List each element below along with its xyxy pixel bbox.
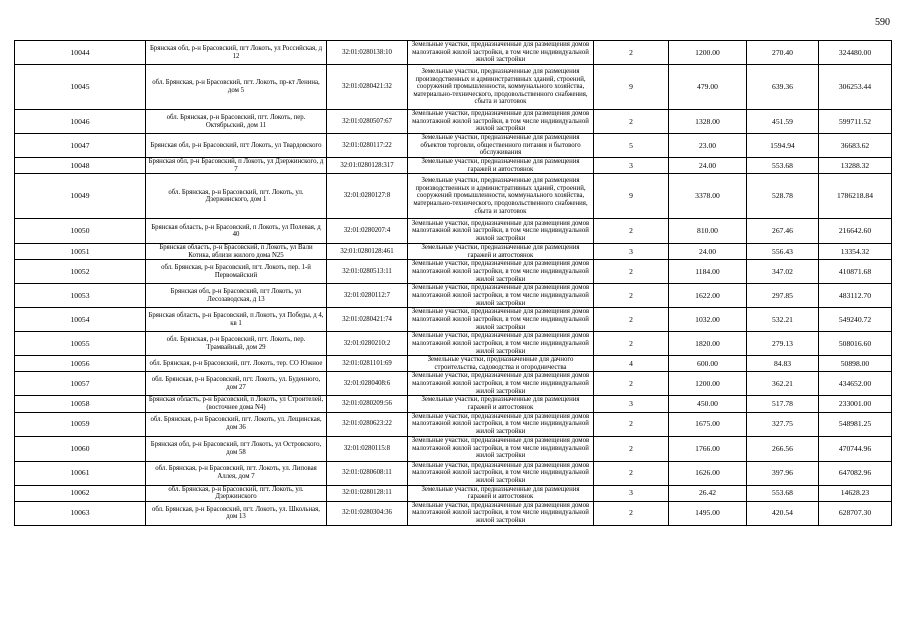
address-cell: обл. Брянская, р-н Брасовский, пгт. Локоть, пер. Октябрьский, дом 11 (146, 110, 327, 134)
record-id: 10044 (15, 41, 146, 65)
cadastral-value: 548981.25 (819, 412, 892, 436)
cadastral-value: 50898.00 (819, 356, 892, 372)
specific-value: 553.68 (747, 485, 819, 501)
specific-value: 553.68 (747, 158, 819, 174)
address-cell: Брянская область, р-н Брасовский, п Локоть, ул Вали Котика, вблизи жилого дома N25 (146, 244, 327, 260)
cadastral-number: 32:01:0280507:67 (327, 110, 408, 134)
area-value: 24.00 (669, 158, 747, 174)
cadastral-number: 32:01:0280117:22 (327, 134, 408, 158)
record-id: 10061 (15, 461, 146, 485)
specific-value: 279.13 (747, 332, 819, 356)
use-group: 2 (594, 372, 669, 396)
use-group: 3 (594, 485, 669, 501)
land-use-type: Земельные участки, предназначенные для размещения производственных и административных зданий, строений, сооружений промышленности, коммунального хозяйства, материально-технического, продовольственного снабжения, сбыта и заготовок (408, 174, 594, 219)
record-id: 10047 (15, 134, 146, 158)
specific-value: 451.59 (747, 110, 819, 134)
land-use-type: Земельные участки, предназначенные для размещения домов малоэтажной жилой застройки, в том числе индивидуальной жилой застройки (408, 260, 594, 284)
address-cell: обл. Брянская, р-н Брасовский, пгт. Локоть, ул. Школьная, дом 13 (146, 501, 327, 525)
land-use-type: Земельные участки, предназначенные для дачного строительства, садоводства и огородничества (408, 356, 594, 372)
cadastral-number: 32:01:0280210:2 (327, 332, 408, 356)
area-value: 1820.00 (669, 332, 747, 356)
area-value: 3378.00 (669, 174, 747, 219)
area-value: 1626.00 (669, 461, 747, 485)
address-cell: Брянская область, р-н Брасовский, п Локоть, ул Полевая, д 40 (146, 219, 327, 244)
land-use-type: Земельные участки, предназначенные для размещения гаражей и автостоянок (408, 244, 594, 260)
cadastral-value: 14628.23 (819, 485, 892, 501)
cadastral-value: 1786218.84 (819, 174, 892, 219)
specific-value: 420.54 (747, 501, 819, 525)
use-group: 2 (594, 436, 669, 461)
address-cell: обл. Брянская, р-н Брасовский, пгт. Локоть, ул. Буденного, дом 27 (146, 372, 327, 396)
cadastral-value: 216642.60 (819, 219, 892, 244)
use-group: 2 (594, 501, 669, 525)
area-value: 1032.00 (669, 308, 747, 332)
area-value: 1200.00 (669, 41, 747, 65)
table-row (15, 436, 892, 461)
cadastral-number: 32:01:0280304:36 (327, 501, 408, 525)
address-cell: обл. Брянская, р-н Брасовский, пгт. Локоть, пер. 1-й Первомайский (146, 260, 327, 284)
use-group: 9 (594, 174, 669, 219)
use-group: 2 (594, 332, 669, 356)
table-row (15, 485, 892, 501)
record-id: 10057 (15, 372, 146, 396)
cadastral-value: 549240.72 (819, 308, 892, 332)
table-row (15, 158, 892, 174)
cadastral-number: 32:01:0280623:22 (327, 412, 408, 436)
land-registry-table (14, 40, 892, 526)
land-use-type: Земельные участки, предназначенные для размещения гаражей и автостоянок (408, 396, 594, 412)
area-value: 1200.00 (669, 372, 747, 396)
record-id: 10048 (15, 158, 146, 174)
address-cell: Брянская обл, р-н Брасовский, п Локоть, ул Дзержинского, д 7 (146, 158, 327, 174)
record-id: 10063 (15, 501, 146, 525)
table-row (15, 396, 892, 412)
use-group: 2 (594, 219, 669, 244)
use-group: 9 (594, 65, 669, 110)
record-id: 10050 (15, 219, 146, 244)
cadastral-value: 13354.32 (819, 244, 892, 260)
specific-value: 347.02 (747, 260, 819, 284)
land-use-type: Земельные участки, предназначенные для размещения гаражей и автостоянок (408, 158, 594, 174)
address-cell: Брянская область, р-н Брасовский, п Локоть, ул Победы, д 4, кв 1 (146, 308, 327, 332)
cadastral-value: 434652.00 (819, 372, 892, 396)
cadastral-value: 36683.62 (819, 134, 892, 158)
record-id: 10056 (15, 356, 146, 372)
specific-value: 84.83 (747, 356, 819, 372)
land-use-type: Земельные участки, предназначенные для размещения домов малоэтажной жилой застройки, в том числе индивидуальной жилой застройки (408, 284, 594, 308)
cadastral-value: 599711.52 (819, 110, 892, 134)
address-cell: обл. Брянская, р-н Брасовский, пгт. Локоть, ул. Дзержинского, дом 1 (146, 174, 327, 219)
table-row (15, 372, 892, 396)
table-row (15, 356, 892, 372)
address-cell: Брянская обл, р-н Брасовский, пгт Локоть, ул Лесозаводская, д 13 (146, 284, 327, 308)
cadastral-number: 32:01:0280138:10 (327, 41, 408, 65)
specific-value: 270.40 (747, 41, 819, 65)
land-use-type: Земельные участки, предназначенные для размещения домов малоэтажной жилой застройки, в том числе индивидуальной жилой застройки (408, 308, 594, 332)
specific-value: 327.75 (747, 412, 819, 436)
land-use-type: Земельные участки, предназначенные для размещения домов малоэтажной жилой застройки, в том числе индивидуальной жилой застройки (408, 332, 594, 356)
cadastral-number: 32:01:0280421:32 (327, 65, 408, 110)
area-value: 1766.00 (669, 436, 747, 461)
address-cell: обл. Брянская, р-н Брасовский, пгт. Локоть, ул. Дзержинского (146, 485, 327, 501)
table-row (15, 174, 892, 219)
address-cell: обл. Брянская, р-н Брасовский, пгт. Локоть, тер. СО Южное (146, 356, 327, 372)
land-use-type: Земельные участки, предназначенные для размещения домов малоэтажной жилой застройки, в том числе индивидуальной жилой застройки (408, 372, 594, 396)
table-row (15, 501, 892, 525)
record-id: 10054 (15, 308, 146, 332)
land-use-type: Земельные участки, предназначенные для размещения домов малоэтажной жилой застройки, в том числе индивидуальной жилой застройки (408, 501, 594, 525)
table-row (15, 134, 892, 158)
address-cell: Брянская обл, р-н Брасовский, пгт Локоть, ул Российская, д 12 (146, 41, 327, 65)
cadastral-value: 483112.70 (819, 284, 892, 308)
area-value: 1495.00 (669, 501, 747, 525)
cadastral-number: 32:01:0280421:74 (327, 308, 408, 332)
table-row (15, 412, 892, 436)
address-cell: обл. Брянская, р-н Брасовский, пгт. Локоть, ул. Лещинская, дом 36 (146, 412, 327, 436)
cadastral-value: 470744.96 (819, 436, 892, 461)
table-row (15, 41, 892, 65)
table-row (15, 284, 892, 308)
area-value: 810.00 (669, 219, 747, 244)
area-value: 1675.00 (669, 412, 747, 436)
cadastral-value: 628707.30 (819, 501, 892, 525)
specific-value: 267.46 (747, 219, 819, 244)
record-id: 10055 (15, 332, 146, 356)
cadastral-number: 32:01:0280128:317 (327, 158, 408, 174)
land-use-type: Земельные участки, предназначенные для размещения гаражей и автостоянок (408, 485, 594, 501)
cadastral-value: 324480.00 (819, 41, 892, 65)
use-group: 5 (594, 134, 669, 158)
cadastral-number: 32:01:0280128:461 (327, 244, 408, 260)
cadastral-number: 32:01:0281101:69 (327, 356, 408, 372)
address-cell: Брянская обл, р-н Брасовский, пгт Локоть, ул Островского, дом 58 (146, 436, 327, 461)
record-id: 10053 (15, 284, 146, 308)
specific-value: 556.43 (747, 244, 819, 260)
page-number: 590 (875, 17, 890, 28)
cadastral-number: 32:01:0280128:11 (327, 485, 408, 501)
table-row (15, 308, 892, 332)
specific-value: 297.85 (747, 284, 819, 308)
cadastral-number: 32:01:0280408:6 (327, 372, 408, 396)
cadastral-number: 32:01:0280513:11 (327, 260, 408, 284)
record-id: 10060 (15, 436, 146, 461)
area-value: 26.42 (669, 485, 747, 501)
use-group: 2 (594, 284, 669, 308)
table-row (15, 461, 892, 485)
land-use-type: Земельные участки, предназначенные для размещения домов малоэтажной жилой застройки, в том числе индивидуальной жилой застройки (408, 461, 594, 485)
address-cell: Брянская обл, р-н Брасовский, пгт Локоть, ул Твардовского (146, 134, 327, 158)
use-group: 2 (594, 308, 669, 332)
record-id: 10058 (15, 396, 146, 412)
table-row (15, 65, 892, 110)
cadastral-number: 32:01:0280127:8 (327, 174, 408, 219)
use-group: 2 (594, 412, 669, 436)
area-value: 479.00 (669, 65, 747, 110)
land-use-type: Земельные участки, предназначенные для размещения домов малоэтажной жилой застройки, в том числе индивидуальной жилой застройки (408, 110, 594, 134)
land-use-type: Земельные участки, предназначенные для размещения объектов торговли, общественного питания и бытового обслуживания (408, 134, 594, 158)
specific-value: 397.96 (747, 461, 819, 485)
area-value: 1328.00 (669, 110, 747, 134)
table-row (15, 332, 892, 356)
address-cell: обл. Брянская, р-н Брасовский, пгт. Локоть, ул. Липовая Аллея, дом 7 (146, 461, 327, 485)
cadastral-number: 32:01:0280608:11 (327, 461, 408, 485)
table-row (15, 260, 892, 284)
use-group: 3 (594, 396, 669, 412)
record-id: 10046 (15, 110, 146, 134)
land-use-type: Земельные участки, предназначенные для размещения домов малоэтажной жилой застройки, в том числе индивидуальной жилой застройки (408, 41, 594, 65)
use-group: 2 (594, 260, 669, 284)
specific-value: 362.21 (747, 372, 819, 396)
area-value: 23.00 (669, 134, 747, 158)
cadastral-value: 647082.96 (819, 461, 892, 485)
specific-value: 528.78 (747, 174, 819, 219)
record-id: 10052 (15, 260, 146, 284)
land-use-type: Земельные участки, предназначенные для размещения производственных и административных зданий, строений, сооружений промышленности, коммунального хозяйства, материально-технического, продовольственного снабжения, сбыта и заготовок (408, 65, 594, 110)
address-cell: обл. Брянская, р-н Брасовский, пгт. Локоть, пер. Трамвайный, дом 29 (146, 332, 327, 356)
cadastral-value: 13288.32 (819, 158, 892, 174)
record-id: 10059 (15, 412, 146, 436)
area-value: 1184.00 (669, 260, 747, 284)
record-id: 10062 (15, 485, 146, 501)
cadastral-value: 508016.60 (819, 332, 892, 356)
record-id: 10049 (15, 174, 146, 219)
land-use-type: Земельные участки, предназначенные для размещения домов малоэтажной жилой застройки, в том числе индивидуальной жилой застройки (408, 412, 594, 436)
address-cell: обл. Брянская, р-н Брасовский, пгт. Локоть, пр-кт Ленина, дом 5 (146, 65, 327, 110)
cadastral-number: 32:01:0280112:7 (327, 284, 408, 308)
table-row (15, 244, 892, 260)
area-value: 24.00 (669, 244, 747, 260)
record-id: 10045 (15, 65, 146, 110)
address-cell: Брянская область, р-н Брасовский, п Локоть, ул Строителей, (восточнее дома N4) (146, 396, 327, 412)
record-id: 10051 (15, 244, 146, 260)
table-row (15, 219, 892, 244)
area-value: 450.00 (669, 396, 747, 412)
cadastral-value: 306253.44 (819, 65, 892, 110)
cadastral-number: 32:01:0280209:56 (327, 396, 408, 412)
cadastral-number: 32:01:0280207:4 (327, 219, 408, 244)
cadastral-number: 32:01:0280115:8 (327, 436, 408, 461)
land-use-type: Земельные участки, предназначенные для размещения домов малоэтажной жилой застройки, в том числе индивидуальной жилой застройки (408, 436, 594, 461)
use-group: 3 (594, 244, 669, 260)
land-use-type: Земельные участки, предназначенные для размещения домов малоэтажной жилой застройки, в том числе индивидуальной жилой застройки (408, 219, 594, 244)
specific-value: 1594.94 (747, 134, 819, 158)
specific-value: 532.21 (747, 308, 819, 332)
specific-value: 517.78 (747, 396, 819, 412)
specific-value: 266.56 (747, 436, 819, 461)
use-group: 3 (594, 158, 669, 174)
cadastral-value: 233001.00 (819, 396, 892, 412)
use-group: 2 (594, 110, 669, 134)
area-value: 600.00 (669, 356, 747, 372)
table-row (15, 110, 892, 134)
cadastral-value: 410871.68 (819, 260, 892, 284)
specific-value: 639.36 (747, 65, 819, 110)
area-value: 1622.00 (669, 284, 747, 308)
use-group: 4 (594, 356, 669, 372)
use-group: 2 (594, 41, 669, 65)
use-group: 2 (594, 461, 669, 485)
